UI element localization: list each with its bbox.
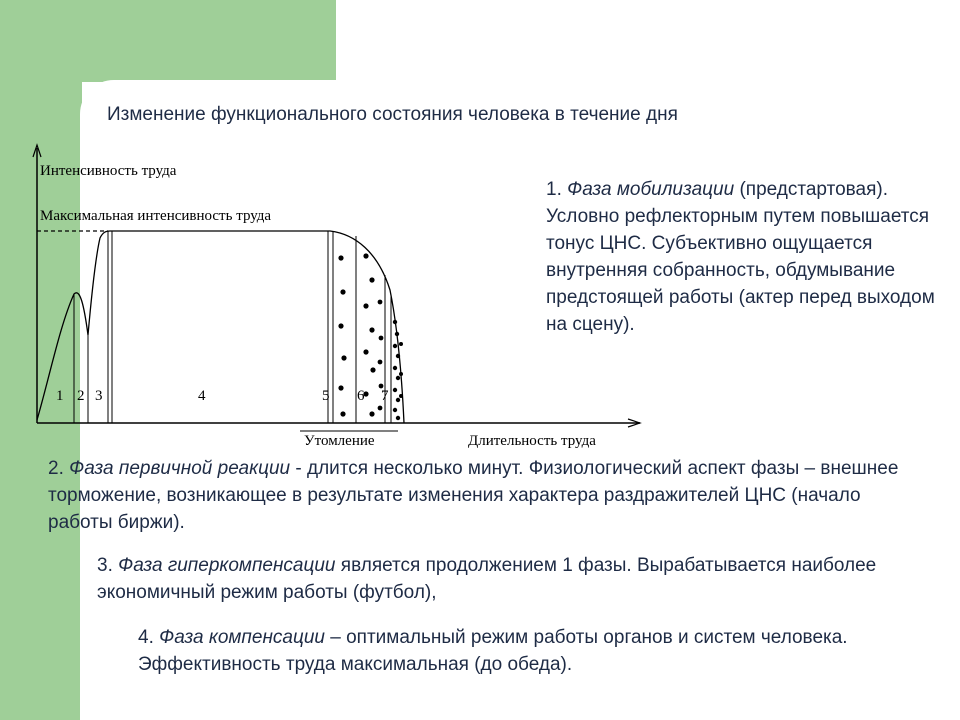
phase-label-1: 1 — [56, 388, 64, 404]
phase-2-name: Фаза первичной реакции — [69, 458, 291, 479]
phase-2-text: - длится несколько минут. Физиологический аспект фазы – внешнее торможение, возникающее в результате изменения характера раздражителей ЦНС (начало работы биржи). — [48, 458, 899, 533]
phase-1-name: Фаза мобилизации — [567, 179, 735, 200]
phase-label-6: 6 — [357, 388, 365, 404]
phase-4-description — [138, 624, 938, 678]
phase-1-number: 1. — [546, 179, 562, 200]
fatigue-dots — [338, 253, 403, 420]
phase-label-5: 5 — [322, 388, 330, 404]
phase-1-text: (предстартовая). Условно рефлекторным путем повышается тонус ЦНС. Субъективно ощущается внутренняя собранность, обдумывание предстоящей работы (актер перед выходом на сцену). — [546, 179, 935, 335]
phase-1-description — [546, 176, 946, 338]
phase-label-7: 7 — [381, 388, 389, 404]
y-axis-label: Интенсивность труда — [40, 163, 177, 179]
phase-label-2: 2 — [77, 388, 85, 404]
phase-4-number: 4. — [138, 627, 154, 648]
fatigue-label: Утомление — [304, 433, 375, 449]
slide-title: Изменение функционального состояния человека в течение дня — [107, 104, 678, 125]
intensity-curve — [37, 231, 404, 423]
phase-4-text: – оптимальный режим работы органов и систем человека. Эффективность труда максимальная (до обеда). — [138, 627, 848, 675]
phase-label-3: 3 — [95, 388, 103, 404]
phase-label-4: 4 — [198, 388, 206, 404]
phase-3-number: 3. — [97, 555, 113, 576]
phase-3-description — [97, 552, 937, 606]
phase-2-number: 2. — [48, 458, 64, 479]
phase-2-description — [48, 455, 928, 536]
phase-4-name: Фаза компенсации — [159, 627, 325, 648]
phase-3-name: Фаза гиперкомпенсации — [118, 555, 336, 576]
max-intensity-label: Максимальная интенсивность труда — [40, 208, 272, 224]
x-axis-label: Длительность труда — [468, 433, 596, 449]
phase-3-text: является продолжением 1 фазы. Вырабатывается наиболее экономичный режим работы (футбол), — [97, 555, 877, 603]
